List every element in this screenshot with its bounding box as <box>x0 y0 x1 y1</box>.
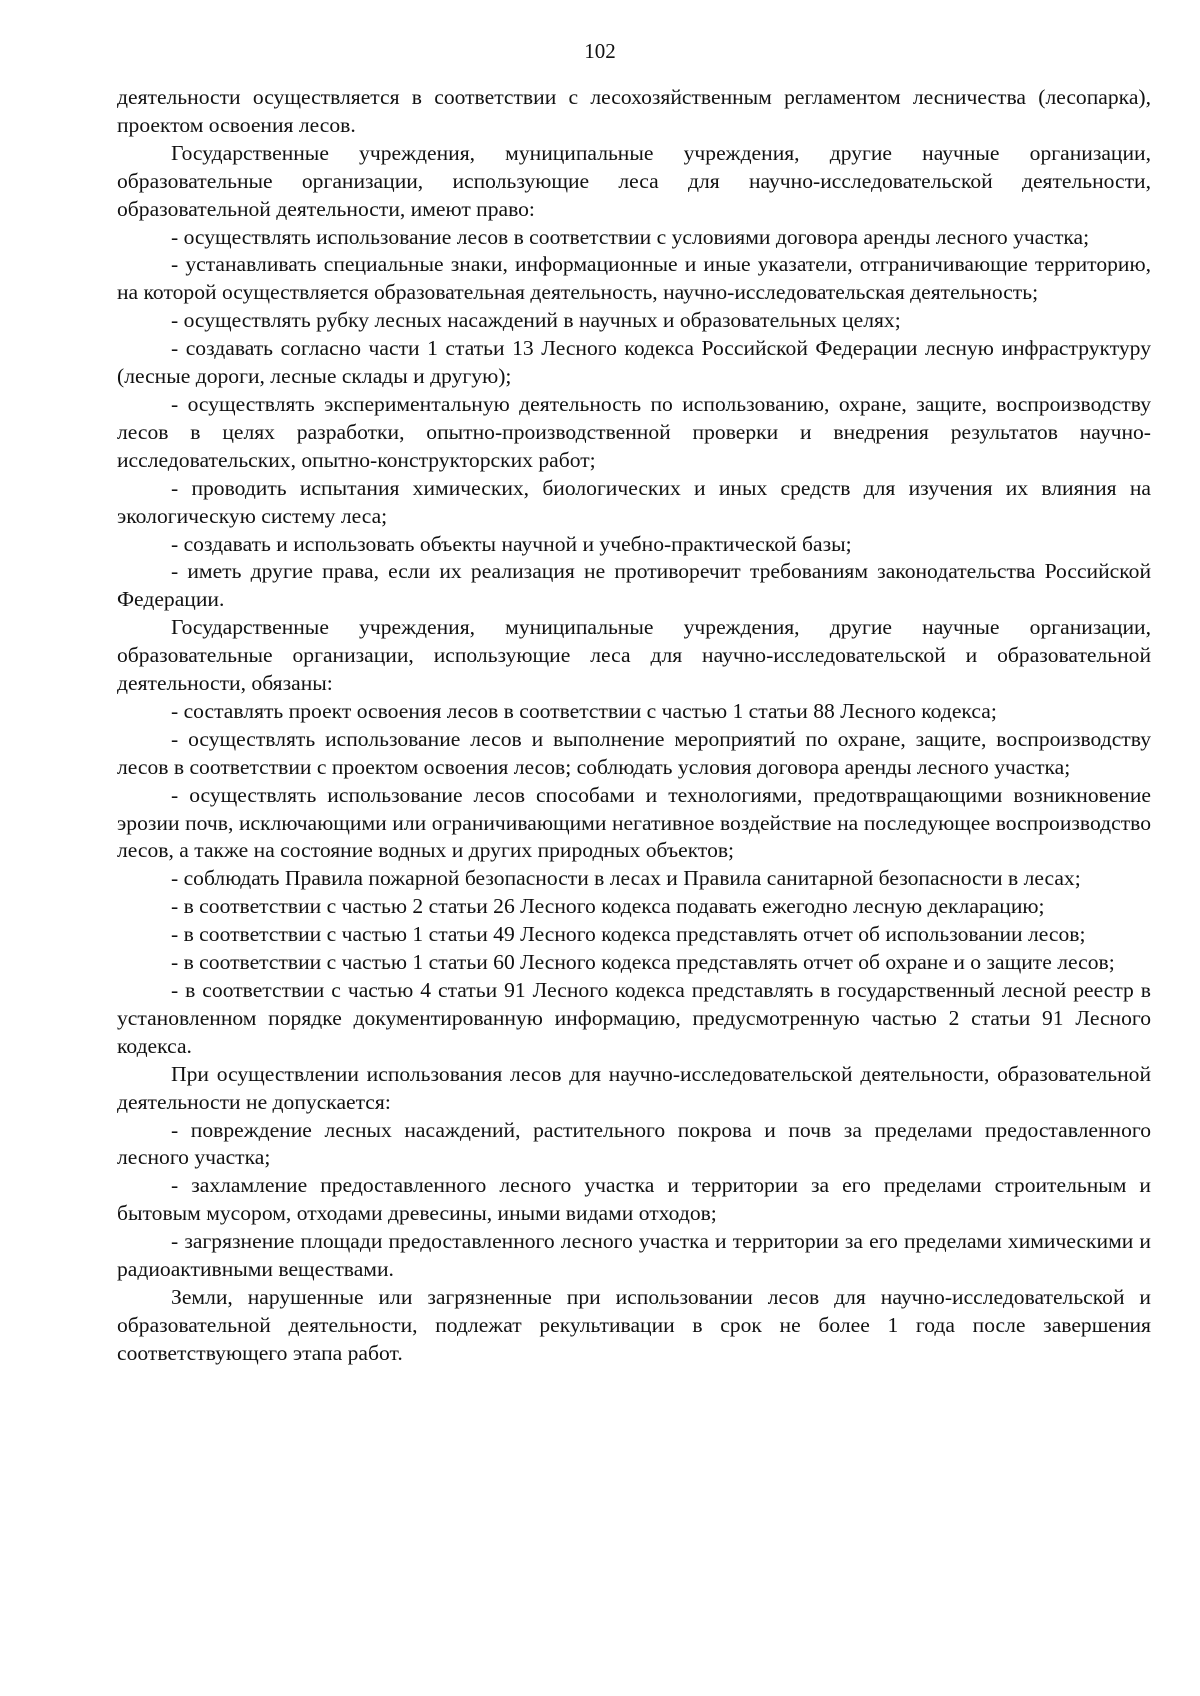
list-item-obligation: - составлять проект освоения лесов в соответствии с частью 1 статьи 88 Лесного кодекса; <box>171 698 997 723</box>
list-item-right: - осуществлять экспериментальную деятельность по использованию, охране, защите, воспроизводству лесов в целях разработки, опытно-производственной проверки и внедрения результатов научно-исследовательских, опытно-конструкторских работ; <box>117 391 1151 472</box>
list-item-obligation: - в соответствии с частью 4 статьи 91 Лесного кодекса представлять в государственный лесной реестр в установленном порядке документированную информацию, предусмотренную частью 2 статьи 91 Лесного кодекса. <box>117 978 1151 1058</box>
list-item-right: - устанавливать специальные знаки, информационные и иные указатели, отграничивающие территорию, на которой осуществляется образовательная деятельность, научно-исследовательская деятельность; <box>117 252 1151 305</box>
paragraph-reclamation: Земли, нарушенные или загрязненные при использовании лесов для научно-исследовательской и образовательной деятельности, подлежат рекультивации в срок не более 1 года после завершения соответствующего этапа работ. <box>117 1284 1151 1365</box>
list-item-prohibition: - захламление предоставленного лесного участка и территории за его пределами строительным и бытовым мусором, отходами древесины, иными видами отходов; <box>117 1173 1151 1226</box>
paragraph-rights-intro: Государственные учреждения, муниципальные учреждения, другие научные организации, образовательные организации, использующие леса для научно-исследовательской деятельности, образовательной деятельности, имеют право: <box>117 140 1151 221</box>
list-item-obligation: - осуществлять использование лесов и выполнение мероприятий по охране, защите, воспроизводству лесов в соответствии с проектом освоения лесов; соблюдать условия договора аренды лесного участка; <box>117 726 1151 779</box>
list-item-right: - иметь другие права, если их реализация не противоречит требованиям законодательства Российской Федерации. <box>117 559 1151 612</box>
list-item-obligation: - в соответствии с частью 2 статьи 26 Лесного кодекса подавать ежегодно лесную декларацию; <box>171 894 1045 919</box>
list-item-prohibition: - загрязнение площади предоставленного лесного участка и территории за его пределами химическими и радиоактивными веществами. <box>117 1229 1151 1282</box>
list-item-right: - создавать и использовать объекты научной и учебно-практической базы; <box>171 531 852 556</box>
list-item-obligation: - в соответствии с частью 1 статьи 60 Лесного кодекса представлять отчет об охране и о защите лесов; <box>171 950 1115 975</box>
list-item-right: - создавать согласно части 1 статьи 13 Лесного кодекса Российской Федерации лесную инфраструктуру (лесные дороги, лесные склады и другую); <box>117 336 1151 389</box>
list-item-obligation: - соблюдать Правила пожарной безопасности в лесах и Правила санитарной безопасности в лесах; <box>171 866 1081 891</box>
page-number: 102 <box>584 39 616 63</box>
list-item-obligation: - в соответствии с частью 1 статьи 49 Лесного кодекса представлять отчет об использовании лесов; <box>171 922 1086 947</box>
list-item-prohibition: - повреждение лесных насаждений, растительного покрова и почв за пределами предоставленного лесного участка; <box>117 1117 1151 1170</box>
paragraph-obligations-intro: Государственные учреждения, муниципальные учреждения, другие научные организации, образовательные организации, использующие леса для научно-исследовательской и образовательной деятельности, обязаны: <box>117 615 1151 696</box>
list-item-right: - осуществлять использование лесов в соответствии с условиями договора аренды лесного участка; <box>171 224 1090 249</box>
list-item-right: - осуществлять рубку лесных насаждений в научных и образовательных целях; <box>171 308 901 333</box>
list-item-right: - проводить испытания химических, биологических и иных средств для изучения их влияния на экологическую систему леса; <box>117 475 1151 528</box>
document-body <box>117 84 1151 1368</box>
paragraph-prohibitions-intro: При осуществлении использования лесов для научно-исследовательской деятельности, образовательной деятельности не допускается: <box>117 1061 1151 1114</box>
paragraph-continuation: деятельности осуществляется в соответствии с лесохозяйственным регламентом лесничества (лесопарка), проектом освоения лесов. <box>117 85 1151 137</box>
list-item-obligation: - осуществлять использование лесов способами и технологиями, предотвращающими возникновение эрозии почв, исключающими или ограничивающими негативное воздействие на последующее воспроизводство лесов, а также на состояние водных и других природных объектов; <box>117 782 1151 863</box>
